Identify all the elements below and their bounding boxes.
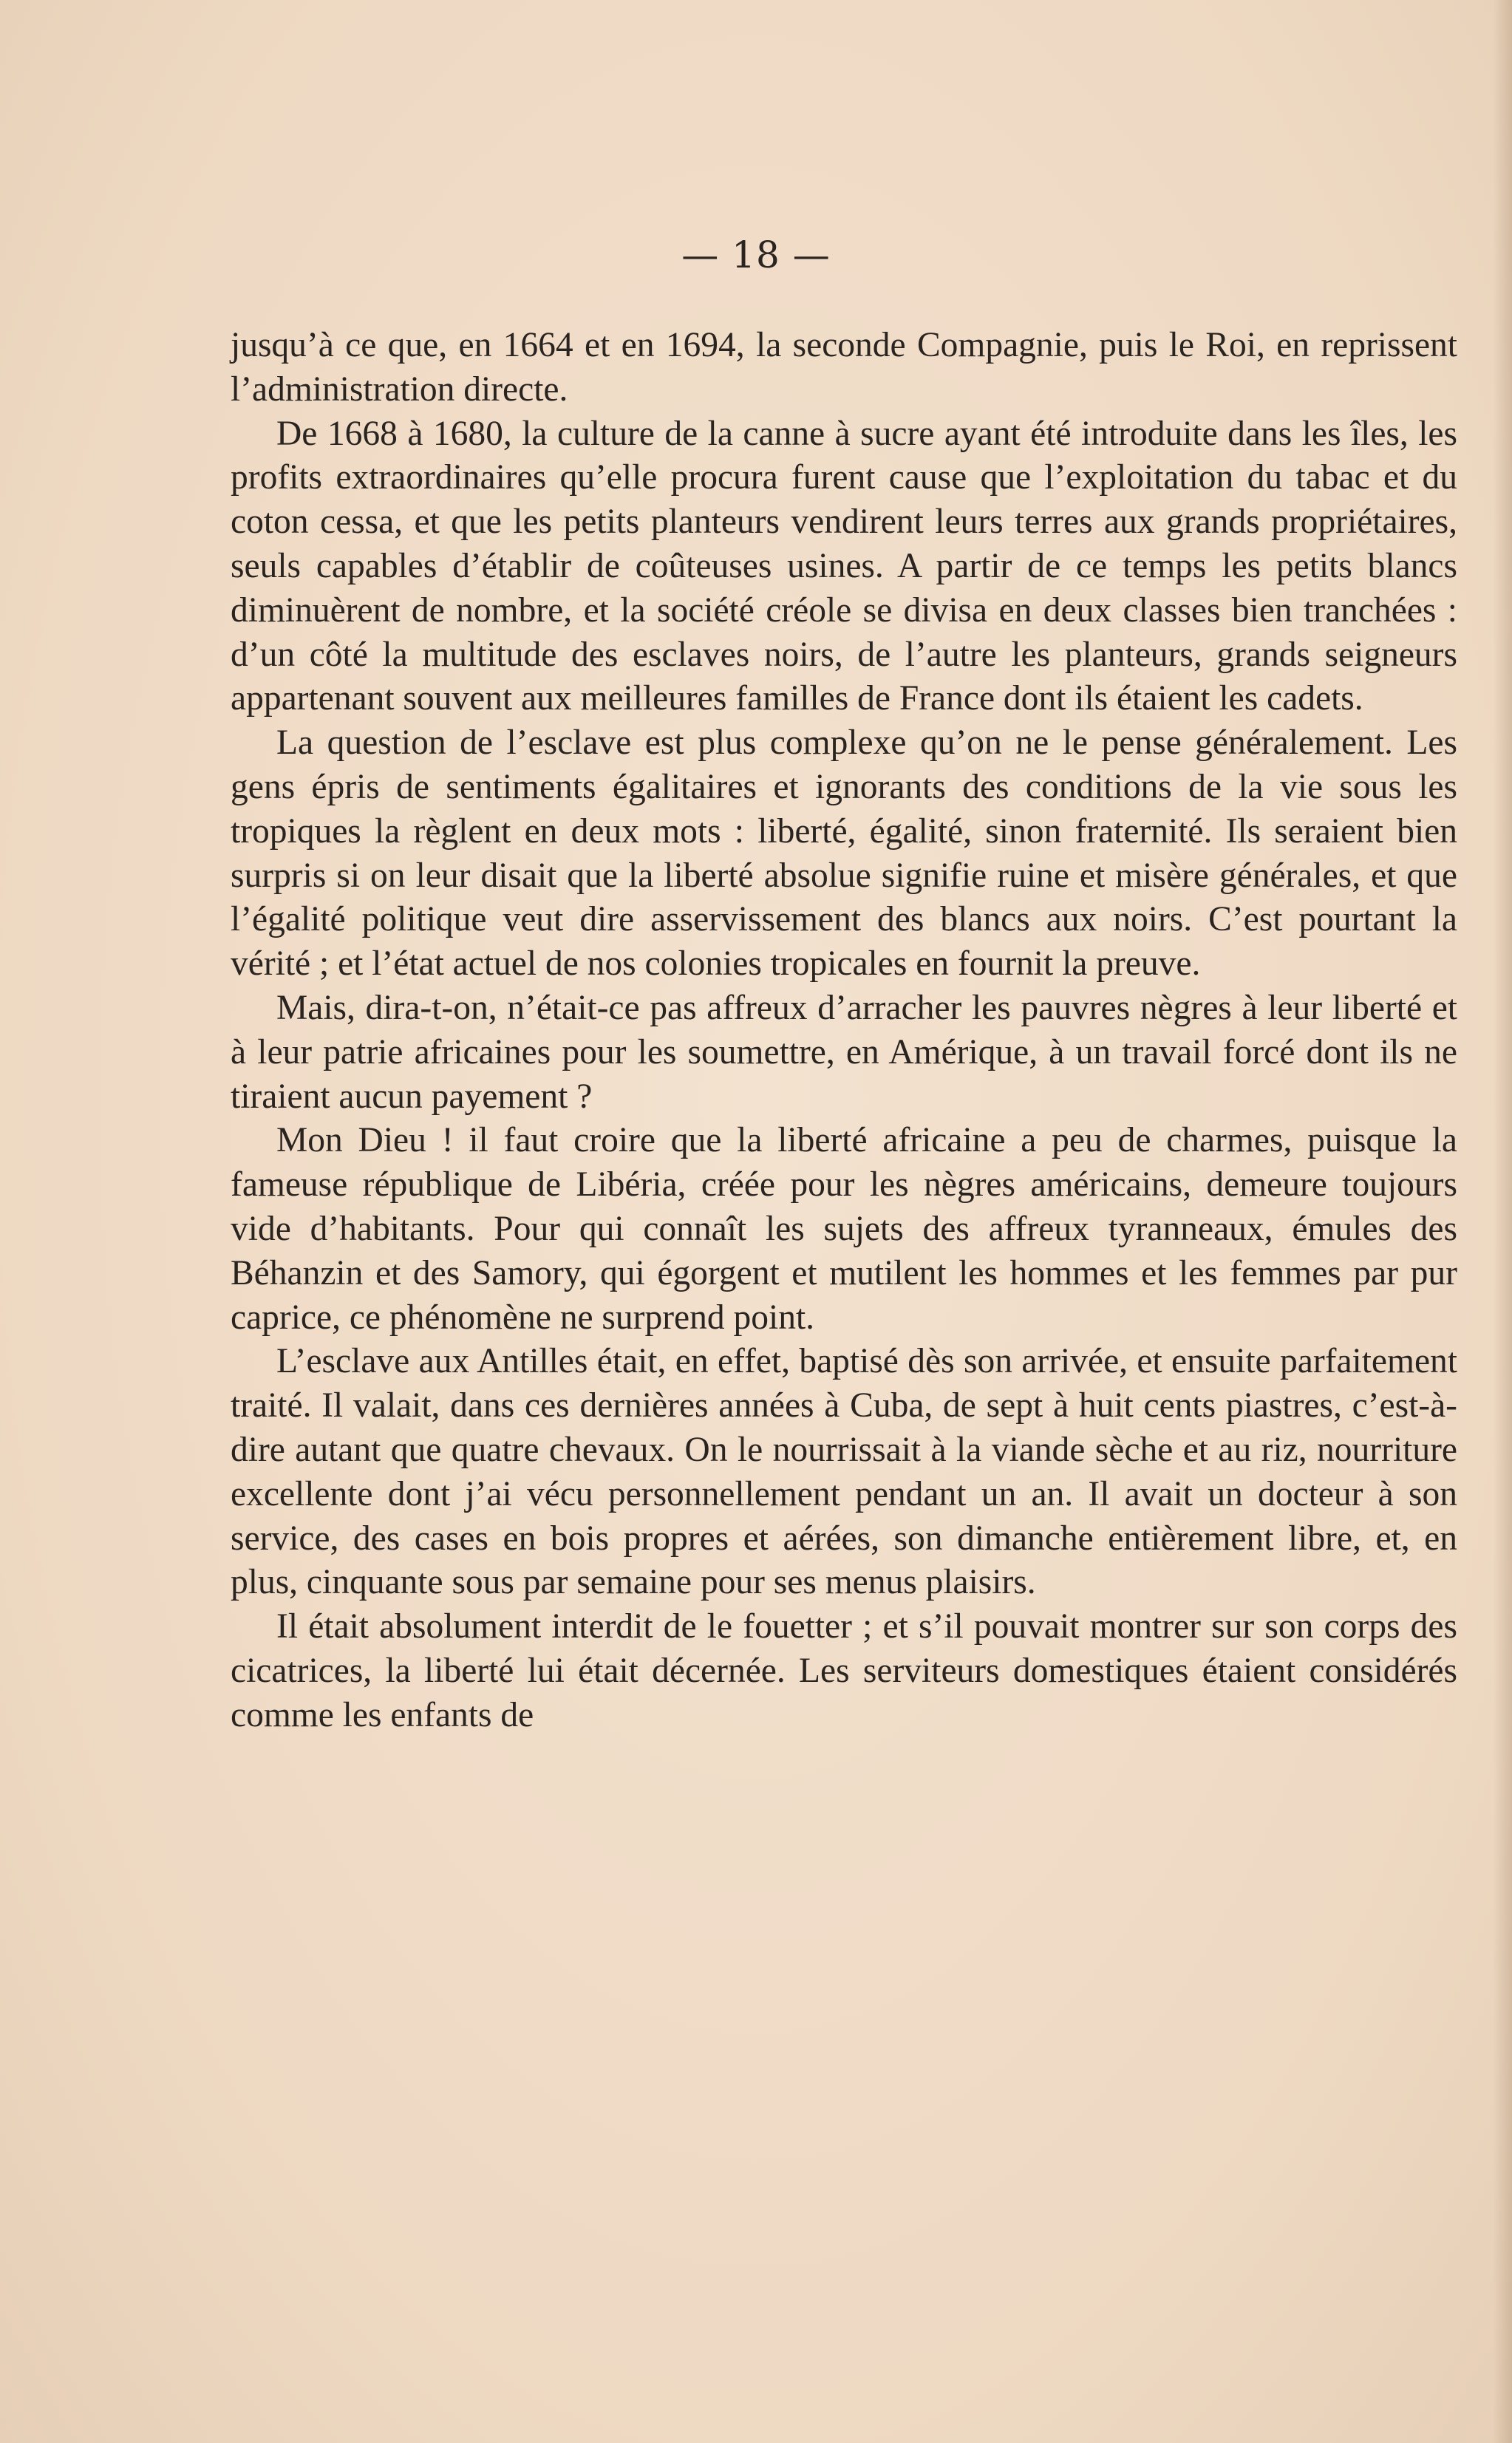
paragraph-6: L’esclave aux Antilles était, en effet, baptisé dès son arrivée, et ensuite parfaitement traité. Il valait, dans ces dernières années à Cuba, de sept à huit cents piastres, c’est-à-dire autant que quatre chevaux. On le nourrissait à la viande sèche et au riz, nourriture excellente dont j’ai vécu personnellement pendant un an. Il avait un docteur à son service, des cases en bois propres et aérées, son dimanche entièrement libre, et, en plus, cinquante sous par semaine pour ses menus plaisirs. [231, 1342, 1457, 1602]
paragraph-1: jusqu’à ce que, en 1664 et en 1694, la seconde Compagnie, puis le Roi, en reprissent l’administration directe. [231, 326, 1457, 409]
page-edge-shadow [1493, 0, 1512, 2443]
paragraph-2: De 1668 à 1680, la culture de la canne à sucre ayant été introduite dans les îles, les profits extraordinaires qu’elle procura furent cause que l’exploitation du tabac et du coton cessa, et que les petits planteurs vendirent leurs terres aux grands propriétaires, seuls capables d’établir de coûteuses usines. A partir de ce temps les petits blancs diminuèrent de nombre, et la société créole se divisa en deux classes bien tranchées : d’un côté la multitude des esclaves noirs, de l’autre les planteurs, grands seigneurs appartenant souvent aux meilleures familles de France dont ils étaient les cadets. [231, 414, 1457, 718]
paragraph-3: La question de l’esclave est plus complexe qu’on ne le pense généralement. Les gens épris de sentiments égalitaires et ignorants des conditions de la vie sous les tropiques la règlent en deux mots : liberté, égalité, sinon fraternité. Ils seraient bien surpris si on leur disait que la liberté absolue signifie ruine et misère générales, et que l’égalité politique veut dire asservissement des blancs aux noirs. C’est pourtant la vérité ; et l’état actuel de nos colonies tropicales en fournit la preuve. [231, 723, 1457, 984]
paragraph-7: Il était absolument interdit de le fouetter ; et s’il pouvait montrer sur son corps des cicatrices, la liberté lui était décernée. Les serviteurs domestiques étaient considérés comme les enfants de [231, 1607, 1457, 1734]
paragraph-5: Mon Dieu ! il faut croire que la liberté africaine a peu de charmes, puisque la fameuse république de Libéria, créée pour les nègres américains, demeure toujours vide d’habitants. Pour qui connaît les sujets des affreux tyranneaux, émules des Béhanzin et des Samory, qui égorgent et mutilent les hommes et les femmes par pur caprice, ce phénomène ne surprend point. [231, 1121, 1457, 1337]
page-number: — 18 — [681, 234, 831, 276]
paragraph-4: Mais, dira-t-on, n’était-ce pas affreux d’arracher les pauvres nègres à leur liberté et à leur patrie africaines pour les soumettre, en Amérique, à un travail forcé dont ils ne tiraient aucun payement ? [231, 988, 1457, 1116]
body-text [231, 324, 1457, 1738]
